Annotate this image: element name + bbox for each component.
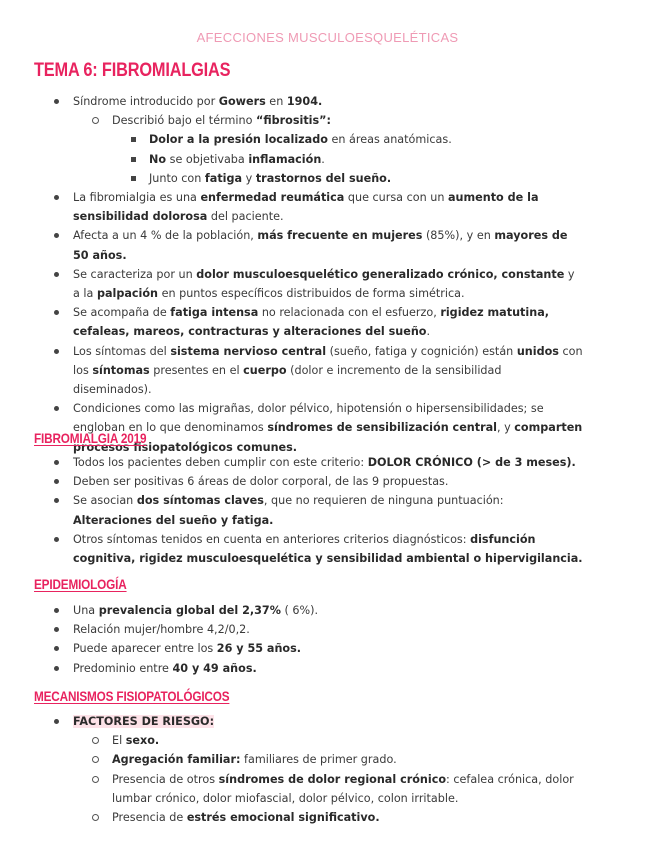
bullet-icon: [54, 99, 59, 104]
mechanisms-list: [0, 712, 655, 827]
list-item: Condiciones como las migrañas, dolor pélvico, hipotensión o hipersensibilidades; se engloban en lo que denominamos síndromes de sensibilización central, y comparten procesos fisiopatológicos comunes.: [0, 399, 655, 457]
list-item: Todos los pacientes deben cumplir con este criterio: DOLOR CRÓNICO (> de 3 meses).: [0, 453, 655, 472]
list-item: Síndrome introducido por Gowers en 1904.: [0, 92, 655, 111]
list-item: Se acompaña de fatiga intensa no relacionada con el esfuerzo, rigidez matutina, cefaleas, mareos, contracturas y alteraciones del sueño.: [0, 303, 655, 341]
list-item: Describió bajo el término “fibrositis”:: [0, 111, 655, 130]
circle-bullet-icon: [92, 117, 99, 124]
square-bullet-icon: [131, 157, 136, 162]
list-item: Presencia de estrés emocional significativo.: [0, 808, 655, 827]
square-bullet-icon: [131, 137, 136, 142]
bullet-icon: [54, 233, 59, 238]
main-heading: TEMA 6: FIBROMIALGIAS: [34, 60, 231, 81]
list-item: La fibromialgia es una enfermedad reumática que cursa con un aumento de la sensibilidad dolorosa del paciente.: [0, 188, 655, 226]
bullet-icon: [54, 479, 59, 484]
bullet-icon: [54, 666, 59, 671]
bullet-icon: [54, 498, 59, 503]
section-heading-epidemiologia: EPIDEMIOLOGÍA: [34, 576, 127, 592]
list-item: Se caracteriza por un dolor musculoesquelético generalizado crónico, constante y a la palpación en puntos específicos distribuidos de forma simétrica.: [0, 265, 655, 303]
square-bullet-icon: [131, 176, 136, 181]
epidemiology-list: [0, 601, 655, 678]
list-item: Presencia de otros síndromes de dolor regional crónico: cefalea crónica, dolor lumbar crónico, dolor miofascial, dolor pélvico, colon irritable.: [0, 770, 655, 808]
bullet-icon: [54, 627, 59, 632]
bullet-icon: [54, 195, 59, 200]
list-item: Afecta a un 4 % de la población, más frecuente en mujeres (85%), y en mayores de 50 años.: [0, 226, 655, 264]
circle-bullet-icon: [92, 737, 99, 744]
list-item: Una prevalencia global del 2,37% ( 6%).: [0, 601, 655, 620]
list-item: [0, 712, 655, 731]
bullet-icon: [54, 719, 59, 724]
circle-bullet-icon: [92, 756, 99, 763]
bullet-icon: [54, 349, 59, 354]
intro-list: [0, 92, 655, 457]
criteria-2019-list: [0, 453, 655, 568]
document-header-title: AFECCIONES MUSCULOESQUELÉTICAS: [196, 30, 459, 45]
risk-factors-label: FACTORES DE RIESGO:: [73, 715, 215, 728]
section-heading-mecanismos: MECANISMOS FISIOPATOLÓGICOS: [34, 688, 230, 704]
bullet-icon: [54, 272, 59, 277]
list-item: Se asocian dos síntomas claves, que no requieren de ninguna puntuación: Alteraciones del sueño y fatiga.: [0, 491, 655, 529]
list-item: Predominio entre 40 y 49 años.: [0, 659, 655, 678]
list-item: Otros síntomas tenidos en cuenta en anteriores criterios diagnósticos: disfunción cognitiva, rigidez musculoesquelética y sensibilidad ambiental o hipervigilancia.: [0, 530, 655, 568]
bullet-icon: [54, 460, 59, 465]
bullet-icon: [54, 537, 59, 542]
list-item: Junto con fatiga y trastornos del sueño.: [0, 169, 655, 188]
bullet-icon: [54, 646, 59, 651]
list-item: Puede aparecer entre los 26 y 55 años.: [0, 639, 655, 658]
list-item: Relación mujer/hombre 4,2/0,2.: [0, 620, 655, 639]
list-item: Los síntomas del sistema nervioso central (sueño, fatiga y cognición) están unidos con los síntomas presentes en el cuerpo (dolor e incremento de la sensibilidad diseminados).: [0, 342, 655, 400]
list-item: El sexo.: [0, 731, 655, 750]
list-item: Deben ser positivas 6 áreas de dolor corporal, de las 9 propuestas.: [0, 472, 655, 491]
list-item: Dolor a la presión localizado en áreas anatómicas.: [0, 130, 655, 149]
bullet-icon: [54, 608, 59, 613]
bullet-icon: [54, 310, 59, 315]
circle-bullet-icon: [92, 776, 99, 783]
bullet-icon: [54, 406, 59, 411]
section-heading-fibromialgia-2019: FIBROMIALGIA 2019: [34, 430, 147, 446]
list-item: No se objetivaba inflamación.: [0, 150, 655, 169]
circle-bullet-icon: [92, 814, 99, 821]
list-item: Agregación familiar: familiares de primer grado.: [0, 750, 655, 769]
